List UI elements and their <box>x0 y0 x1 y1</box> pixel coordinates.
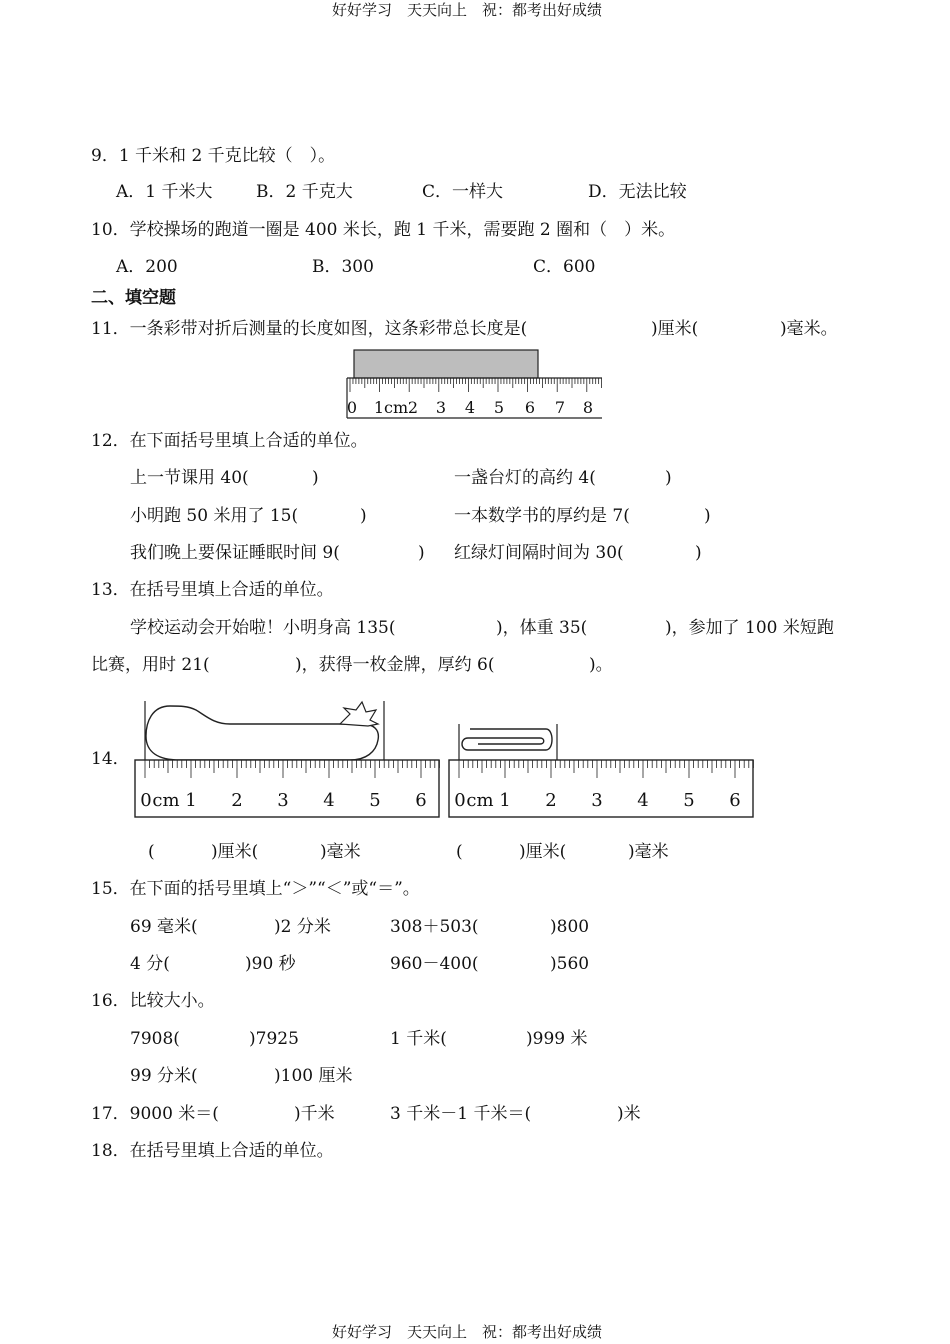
ruler-label: 7 <box>554 398 566 417</box>
ruler-label: 5 <box>369 790 381 811</box>
q11-stem: 11．一条彩带对折后测量的长度如图，这条彩带总长度是( <box>91 319 528 339</box>
eggplant-body <box>146 706 378 760</box>
q11-end: )毫米。 <box>780 319 838 339</box>
q17-item-pre: 17．9000 米＝( <box>91 1104 219 1124</box>
ruler-label: cm <box>152 790 180 811</box>
ruler-label: 6 <box>524 398 536 417</box>
q16-stem: 16．比较大小。 <box>91 991 215 1011</box>
q15-item-pre: 308＋503( <box>390 917 479 937</box>
ribbon <box>354 350 538 378</box>
ruler-label: 4 <box>464 398 476 417</box>
ruler-label: 0 <box>346 398 358 417</box>
ruler-label: 8 <box>582 398 594 417</box>
paper-clip <box>462 729 552 750</box>
ruler-label: 2 <box>545 790 557 811</box>
ruler-label: 0 <box>140 790 152 811</box>
q9-stem: 9．1 千米和 2 千克比较（ ）。 <box>91 146 336 166</box>
q12-item-post: ) <box>704 506 711 526</box>
q16-item-pre: 99 分米( <box>130 1066 198 1086</box>
q10-stem: 10．学校操场的跑道一圈是 400 米长，跑 1 千米，需要跑 2 圈和（ ）米。 <box>91 220 676 240</box>
ruler-label: 1 <box>185 790 197 811</box>
q18-stem: 18．在括号里填上合适的单位。 <box>91 1141 334 1161</box>
ruler-ticks <box>350 378 602 392</box>
q12-item-post: ) <box>312 468 319 488</box>
ruler-label: 6 <box>415 790 427 811</box>
q12-item-pre: 我们晚上要保证睡眠时间 9( <box>130 543 340 563</box>
q17-item-pre: 3 千米－1 千米＝( <box>390 1104 532 1124</box>
q15-item-post: )2 分米 <box>274 917 331 937</box>
q16-item-post: )7925 <box>249 1029 299 1049</box>
q15-item-pre: 960－400( <box>390 954 479 974</box>
q15-item-post: )90 秒 <box>245 954 296 974</box>
q16-item-pre: 1 千米( <box>390 1029 447 1049</box>
ruler-label: 1 <box>499 790 511 811</box>
q15-item-pre: 4 分( <box>130 954 170 974</box>
q12-item-post: ) <box>665 468 672 488</box>
q14-answer-b: )厘米( <box>211 842 259 862</box>
eggplant-ruler-figure <box>130 694 450 822</box>
q13-line1-a: 学校运动会开始啦！小明身高 135( <box>130 618 396 638</box>
q17-item-post: )米 <box>617 1104 641 1124</box>
q14-number: 14． <box>91 749 130 769</box>
page-header: 好好学习 天天向上 祝：都考出好成绩 <box>332 1 603 19</box>
page-footer: 好好学习 天天向上 祝：都考出好成绩 <box>332 1323 603 1341</box>
q12-item-post: ) <box>418 543 425 563</box>
ruler-label: 4 <box>323 790 335 811</box>
q10-option-a: A．200 <box>116 257 178 277</box>
q16-item-pre: 7908( <box>130 1029 180 1049</box>
ruler-label: 4 <box>637 790 649 811</box>
q15-stem: 15．在下面的括号里填上“＞”“＜”或“＝”。 <box>91 879 420 899</box>
q13-line1-c: )，参加了 100 米短跑 <box>665 618 834 638</box>
ruler-label: 5 <box>493 398 505 417</box>
ruler-label: 5 <box>683 790 695 811</box>
q12-item-pre: 小明跑 50 米用了 15( <box>130 506 299 526</box>
q13-stem: 13．在括号里填上合适的单位。 <box>91 580 334 600</box>
q15-item-pre: 69 毫米( <box>130 917 198 937</box>
q9-option-d: D．无法比较 <box>588 182 687 202</box>
q15-item-post: )560 <box>550 954 590 974</box>
q15-item-post: )800 <box>550 917 590 937</box>
q12-item-post: ) <box>695 543 702 563</box>
ruler-label: cm <box>466 790 494 811</box>
ruler-label: 2 <box>231 790 243 811</box>
ruler-label: 2 <box>407 398 419 417</box>
q12-item-pre: 一盏台灯的高约 4( <box>454 468 596 488</box>
ruler-label: 3 <box>591 790 603 811</box>
q11-mid: )厘米( <box>651 319 699 339</box>
q12-item-pre: 上一节课用 40( <box>130 468 249 488</box>
eggplant-stem <box>340 702 378 726</box>
clip-ruler-figure <box>444 694 764 822</box>
q13-line1-b: )，体重 35( <box>496 618 588 638</box>
q12-item-pre: 一本数学书的厚约是 7( <box>454 506 630 526</box>
q13-line2-a: 比赛，用时 21( <box>91 655 210 675</box>
q14-answer-c: )毫米 <box>628 842 669 862</box>
q17-item-post: )千米 <box>294 1104 335 1124</box>
q16-item-post: )100 厘米 <box>274 1066 353 1086</box>
q9-option-a: A．1 千米大 <box>116 182 213 202</box>
q14-answer-c: )毫米 <box>320 842 361 862</box>
ribbon-ruler-figure <box>340 346 610 420</box>
ruler-labels <box>347 398 593 417</box>
q12-stem: 12．在下面括号里填上合适的单位。 <box>91 431 368 451</box>
q10-option-b: B．300 <box>312 257 374 277</box>
q14-answer-a: ( <box>148 842 155 862</box>
q9-option-c: C．一样大 <box>422 182 504 202</box>
q16-item-post: )999 米 <box>526 1029 588 1049</box>
ruler-label: 0 <box>454 790 466 811</box>
q13-line2-b: )，获得一枚金牌，厚约 6( <box>295 655 495 675</box>
q14-answer-a: ( <box>456 842 463 862</box>
q12-item-pre: 红绿灯间隔时间为 30( <box>454 543 624 563</box>
q13-line2-c: )。 <box>589 655 613 675</box>
q9-option-b: B．2 千克大 <box>256 182 353 202</box>
ruler-label: 3 <box>435 398 447 417</box>
section-title: 二、填空题 <box>91 288 176 308</box>
q14-answer-b: )厘米( <box>519 842 567 862</box>
q12-item-post: ) <box>360 506 367 526</box>
ruler-label: 1cm <box>373 398 409 417</box>
q10-option-c: C．600 <box>533 257 596 277</box>
ruler-label: 6 <box>729 790 741 811</box>
ruler-label: 3 <box>277 790 289 811</box>
